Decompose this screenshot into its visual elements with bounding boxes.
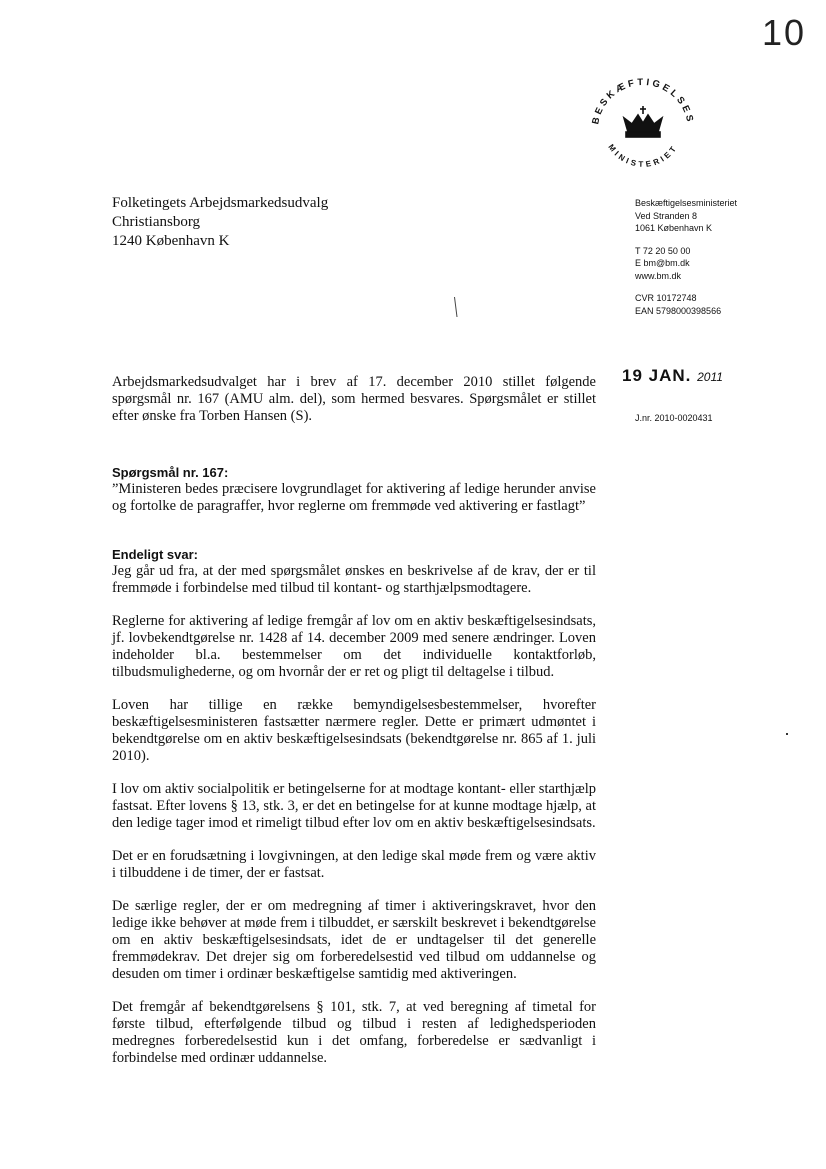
sender-email: E bm@bm.dk [635,258,690,268]
stamp-year: 2011 [697,370,723,384]
crown-icon [624,106,662,137]
answer-paragraph: Reglerne for aktivering af ledige fremgår af lov om en aktiv beskæftigelsesindsats, jf. lovbekendtgørelse nr. 1428 af 14. december 2009 med senere ændringer. Loven indeholder bl.a. bestemmelser om det individuelle kontaktforløb, tilbudsmulighederne, og om hvornår der er ret og pligt til deltagelse i tilbud. [112,613,596,680]
answer-paragraph: Det er en forudsætning i lovgivningen, at den ledige skal møde frem og være aktiv i tilbuddene i de timer, der er fastsat. [112,848,596,881]
svg-text:BESKÆFTIGELSES [590,77,696,126]
sender-info [635,197,737,317]
ministry-logo [584,68,702,178]
sender-phone: T 72 20 50 00 [635,245,691,256]
recipient-address [112,194,328,251]
question-heading: Spørgsmål nr. 167: [112,465,229,480]
scan-speck [786,733,788,735]
question-text: ”Ministeren bedes præcisere lovgrundlaget for aktivering af ledige herunder anvise og fortolke de paragraffer, hvor reglerne om fremmøde ved aktivering er fastlagt” [112,481,596,514]
answer-paragraph: Loven har tillige en række bemyndigelsesbestemmelser, hvorefter beskæftigelsesministeren fastsætter nærmere regler. Dette er primært udmøntet i bekendtgørelse om en aktiv beskæftigelsesindsats (bekendtgørelse nr. 865 af 1. juli 2010). [112,697,596,764]
sender-street: Ved Stranden 8 [635,210,698,221]
stamp-date: 19 JAN. [622,366,692,385]
answer-paragraph: I lov om aktiv socialpolitik er betingelserne for at modtage kontant- eller starthjælp fastsat. Efter lovens § 13, stk. 3, er det en betingelse for at kunne modtage hjælp, at den ledige tager imod et rimeligt tilbud efter lov om en aktiv beskæftigelsesindsats. [112,781,596,831]
journal-number: J.nr. 2010-0020431 [635,413,713,423]
sender-cvr: CVR 10172748 [635,293,697,303]
recipient-line: Folketingets Arbejdsmarkedsudvalg [112,195,329,211]
pen-mark [454,297,458,317]
sender-web: www.bm.dk [635,270,682,281]
sender-name: Beskæftigelsesministeriet [635,198,738,208]
sender-ean: EAN 5798000398566 [635,305,722,316]
recipient-line: 1240 København K [112,233,230,249]
svg-text:MINISTERIET [606,143,679,169]
recipient-line: Christiansborg [112,214,201,230]
answer-paragraph: Det fremgår af bekendtgørelsens § 101, stk. 7, at ved beregning af timetal for første tilbud, efterfølgende tilbud og tilbud i resten af ledighedsperioden medregnes forberedelsestid kun i det omfang, forberedelse er sædvanligt i forbindelse med ordinær uddannelse. [112,999,596,1066]
answer-heading: Endeligt svar: [112,547,198,562]
logo-bottom-text: MINISTERIET [606,142,680,169]
page-number: 10 [761,12,806,53]
answer-paragraph: De særlige regler, der er om medregning af timer i aktiveringskravet, hvor den ledige ikke behøver at møde frem i tilbuddet, er særskilt beskrevet i bekendtgørelse om en aktiv beskæftigelsesindsats, idet de er undtagelser til det generelle fremmødekrav. Det drejer sig om forberedelsestid ved tilbud om uddannelse og desuden om timer i ordinær beskæftigelse samtidig med aktiveringen. [112,898,596,982]
received-stamp [622,366,723,386]
letter-body [112,374,596,1083]
sender-city: 1061 København K [635,223,713,233]
intro-paragraph: Arbejdsmarkedsudvalget har i brev af 17. december 2010 stillet følgende spørgsmål nr. 167 (AMU alm. del), som hermed besvares. Spørgsmålet er stillet efter ønske fra Torben Hansen (S). [112,374,596,424]
answer-paragraph: Jeg går ud fra, at der med spørgsmålet ønskes en beskrivelse af de krav, der er til fremmøde i forbindelse med tilbud til kontant- og starthjælpsmodtagere. [112,563,596,596]
logo-top-text: BESKÆFTIGELSES [590,76,696,126]
